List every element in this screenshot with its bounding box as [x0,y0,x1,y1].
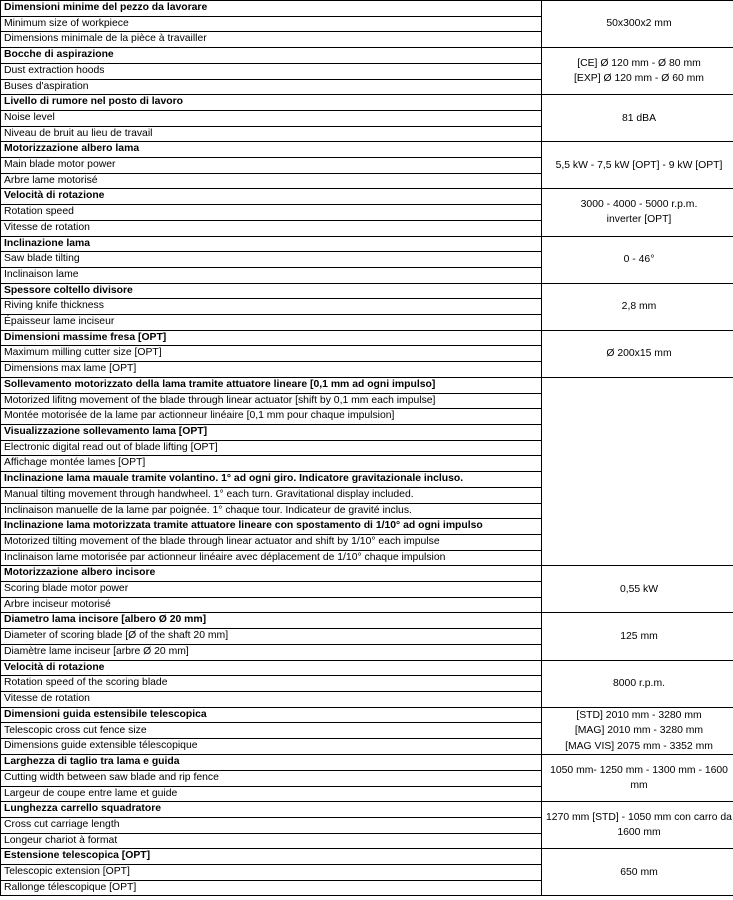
spec-translation: Rallonge télescopique [OPT] [1,880,542,896]
spec-heading: Diametro lama incisore [albero Ø 20 mm] [1,613,542,629]
spec-value [542,283,733,330]
spec-translation: Longeur chariot à format [1,833,542,849]
spec-heading: Velocità di rotazione [1,660,542,676]
spec-value [542,377,733,565]
spec-translation: Rotation speed of the scoring blade [1,676,542,692]
spec-translation: Motorized tilting movement of the blade through linear actuator and shift by 1/10° each impulse [1,534,542,550]
spec-row [1,48,733,64]
spec-translation: Electronic digital read out of blade lifting [OPT] [1,440,542,456]
spec-value [542,755,733,802]
spec-value [542,95,733,142]
specifications-body [1,1,733,896]
spec-row [1,1,733,17]
spec-translation: Minimum size of workpiece [1,16,542,32]
spec-value-line: 1050 mm- 1250 mm - 1300 mm - 1600 mm [550,764,728,792]
spec-value-line: 125 mm [620,630,658,642]
spec-translation: Scoring blade motor power [1,582,542,598]
spec-row [1,802,733,818]
spec-value-line: 3000 - 4000 - 5000 r.p.m. [580,198,698,210]
spec-row [1,142,733,158]
spec-heading: Dimensioni massime fresa [OPT] [1,330,542,346]
spec-translation: Dimensions max lame [OPT] [1,362,542,378]
spec-row [1,849,733,865]
spec-value [542,566,733,613]
spec-translation: Largeur de coupe entre lame et guide [1,786,542,802]
spec-translation: Main blade motor power [1,158,542,174]
spec-heading: Sollevamento motorizzato della lama tramite attuatore lineare [0,1 mm ad ogni impulso] [1,377,542,393]
spec-heading: Estensione telescopica [OPT] [1,849,542,865]
spec-translation: Riving knife thickness [1,299,542,315]
spec-translation: Dimensions guide extensible télescopique [1,739,542,755]
spec-heading: Inclinazione lama motorizzata tramite attuatore lineare con spostamento di 1/10° ad ogni impulso [1,519,542,535]
spec-value [542,660,733,707]
spec-heading: Motorizzazione albero lama [1,142,542,158]
spec-translation: Montée motorisée de la lame par actionneur linéaire [0,1 mm pour chaque impulsion] [1,409,542,425]
spec-translation: Dust extraction hoods [1,63,542,79]
spec-translation: Arbre inciseur motorisé [1,597,542,613]
spec-heading: Inclinazione lama mauale tramite volantino. 1° ad ogni giro. Indicatore gravitazionale incluso. [1,472,542,488]
spec-value-line: [MAG VIS] 2075 mm - 3352 mm [565,740,713,752]
spec-value-line: [MAG] 2010 mm - 3280 mm [574,725,704,737]
spec-value [542,707,733,755]
spec-heading: Bocche di aspirazione [1,48,542,64]
spec-translation: Rotation speed [1,205,542,221]
spec-value-line: 0 - 46° [623,253,655,265]
spec-translation: Telescopic extension [OPT] [1,865,542,881]
spec-value-line: 50x300x2 mm [606,18,672,30]
spec-translation: Niveau de bruit au lieu de travail [1,126,542,142]
spec-translation: Vitesse de rotation [1,220,542,236]
spec-heading: Spessore coltello divisore [1,283,542,299]
spec-row [1,755,733,771]
spec-translation: Épaisseur lame inciseur [1,315,542,331]
spec-translation: Motorized lifitng movement of the blade through linear actuator [shift by 0,1 mm each impulse] [1,393,542,409]
spec-value [542,613,733,660]
spec-value-line: inverter [OPT] [606,214,672,226]
spec-heading: Dimensioni minime del pezzo da lavorare [1,1,542,17]
spec-value-line: 1270 mm [STD] - 1050 mm con carro da 1600 mm [546,811,732,839]
spec-heading: Livello di rumore nel posto di lavoro [1,95,542,111]
spec-value [542,48,733,95]
spec-value [542,1,733,48]
spec-translation: Dimensions minimale de la pièce à travailler [1,32,542,48]
spec-row [1,95,733,111]
spec-translation: Diameter of scoring blade [Ø of the shaft 20 mm] [1,629,542,645]
spec-heading: Lunghezza carrello squadratore [1,802,542,818]
spec-heading: Visualizzazione sollevamento lama [OPT] [1,424,542,440]
spec-value [542,142,733,189]
spec-value-line: [EXP] Ø 120 mm - Ø 60 mm [574,73,704,85]
spec-translation: Inclinaison lame [1,267,542,283]
spec-translation: Affichage montée lames [OPT] [1,456,542,472]
spec-translation: Arbre lame motorisé [1,173,542,189]
spec-row [1,660,733,676]
spec-row [1,566,733,582]
spec-translation: Vitesse de rotation [1,691,542,707]
spec-heading: Velocità di rotazione [1,189,542,205]
spec-value-line: 5,5 kW - 7,5 kW [OPT] - 9 kW [OPT] [555,159,723,171]
spec-value-line: [STD] 2010 mm - 3280 mm [576,709,702,721]
spec-translation: Buses d'aspiration [1,79,542,95]
spec-value-line: [CE] Ø 120 mm - Ø 80 mm [577,57,701,69]
spec-translation: Maximum milling cutter size [OPT] [1,346,542,362]
spec-value [542,189,733,236]
spec-translation: Inclinaison manuelle de la lame par poignée. 1° chaque tour. Indicateur de gravité inclus. [1,503,542,519]
spec-value-line: Ø 200x15 mm [606,348,672,360]
spec-heading: Dimensioni guida estensibile telescopica [1,707,542,723]
spec-translation: Cross cut carriage length [1,817,542,833]
spec-value-line: 81 dBA [621,112,657,124]
spec-value-line: 650 mm [620,866,658,878]
spec-value [542,236,733,283]
spec-heading: Larghezza di taglio tra lama e guida [1,755,542,771]
spec-translation: Cutting width between saw blade and rip fence [1,770,542,786]
spec-value-line: 8000 r.p.m. [613,677,665,689]
spec-row [1,613,733,629]
spec-row [1,236,733,252]
spec-value [542,849,733,896]
spec-translation: Saw blade tilting [1,252,542,268]
spec-row [1,283,733,299]
spec-heading: Motorizzazione albero incisore [1,566,542,582]
spec-value [542,330,733,377]
spec-translation: Telescopic cross cut fence size [1,723,542,739]
spec-translation: Noise level [1,110,542,126]
spec-row [1,330,733,346]
spec-row [1,189,733,205]
spec-row [1,377,733,393]
spec-value-line: 2,8 mm [621,300,657,312]
spec-value [542,802,733,849]
spec-translation: Manual tilting movement through handwheel. 1° each turn. Gravitational display included. [1,487,542,503]
spec-translation: Inclinaison lame motorisée par actionneur linéaire avec déplacement de 1/10° chaque impulsion [1,550,542,566]
spec-heading: Inclinazione lama [1,236,542,252]
spec-translation: Diamètre lame inciseur [arbre Ø 20 mm] [1,644,542,660]
spec-value-line: 0,55 kW [619,583,659,595]
spec-row [1,707,733,723]
